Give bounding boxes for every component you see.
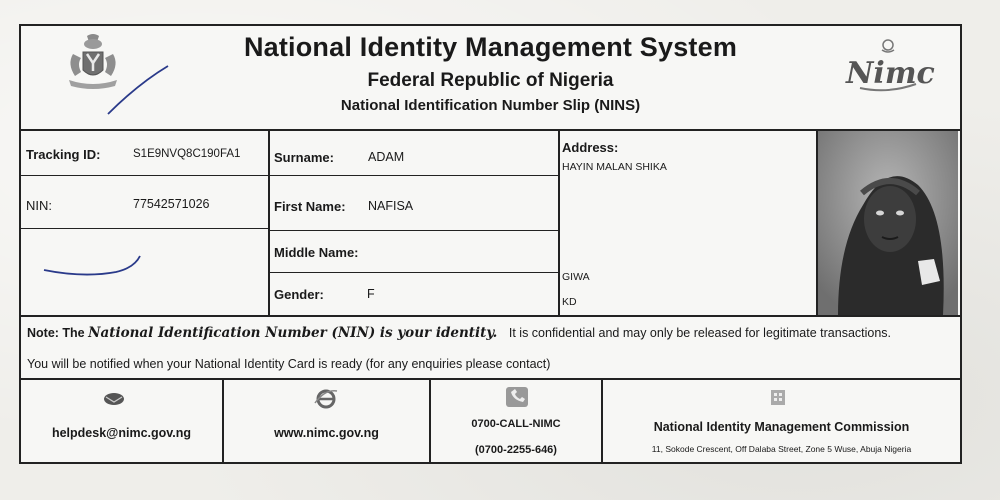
divider	[21, 228, 269, 229]
address-line: HAYIN MALAN SHIKA	[562, 161, 667, 173]
phone-number-words: 0700-CALL-NIMC	[471, 418, 561, 430]
nimc-logo	[846, 36, 935, 96]
tracking-id-label: Tracking ID:	[26, 147, 101, 162]
gender-value: F	[367, 287, 375, 301]
mail-icon	[103, 390, 125, 411]
commission-address: 11, Sokode Crescent, Off Dalaba Street, Zone 5 Wuse, Abuja Nigeria	[651, 444, 912, 454]
internet-explorer-icon	[314, 388, 338, 415]
footer-phone-cell	[431, 380, 601, 462]
divider	[269, 175, 559, 176]
gender-label: Gender:	[274, 287, 324, 302]
nin-label: NIN:	[26, 198, 52, 213]
divider	[559, 178, 560, 179]
divider	[268, 129, 270, 315]
footer-email-cell	[21, 380, 222, 462]
tracking-id-value: S1E9NVQ8C190FA1	[133, 148, 241, 160]
helpdesk-email[interactable]: helpdesk@nimc.gov.ng	[51, 426, 192, 440]
address-label: Address:	[562, 140, 619, 155]
address-lga: GIWA	[562, 271, 590, 283]
nimc-logo-text: Nimc	[846, 56, 935, 91]
nin-value: 77542571026	[133, 197, 210, 211]
building-icon	[769, 388, 787, 411]
notification-note: You will be notified when your National Identity Card is ready (for any enquiries please contact)	[27, 357, 551, 371]
telephone-icon	[505, 386, 529, 413]
nin-slip	[19, 24, 962, 464]
divider	[269, 272, 559, 273]
commission-name: National Identity Management Commission	[653, 420, 910, 434]
address-state: KD	[562, 296, 577, 308]
surname-label: Surname:	[274, 150, 334, 165]
note-prefix: Note: The	[27, 326, 85, 340]
country-subtitle: Federal Republic of Nigeria	[367, 70, 614, 91]
surname-value: ADAM	[368, 150, 405, 164]
passport-photo	[818, 131, 958, 315]
confidentiality-note	[27, 325, 891, 341]
note-emphasis: National Identification Number (NIN) is your identity.	[88, 325, 498, 341]
slip-header	[21, 26, 960, 129]
website-link[interactable]: www.nimc.gov.ng	[274, 426, 379, 440]
system-title: National Identity Management System	[243, 32, 738, 62]
slip-title: National Identification Number Slip (NINS)	[340, 97, 641, 114]
footer-web-cell	[224, 380, 429, 462]
footer-office-cell	[603, 380, 960, 462]
divider	[21, 315, 960, 317]
divider	[269, 230, 559, 231]
middle-name-label: Middle Name:	[274, 245, 359, 260]
divider	[558, 129, 560, 315]
first-name-label: First Name:	[274, 199, 346, 214]
note-suffix: It is confidential and may only be released for legitimate transactions.	[508, 326, 892, 340]
phone-number-digits: (0700-2255-646)	[475, 444, 557, 456]
divider	[21, 175, 269, 176]
first-name-value: NAFISA	[368, 199, 414, 213]
